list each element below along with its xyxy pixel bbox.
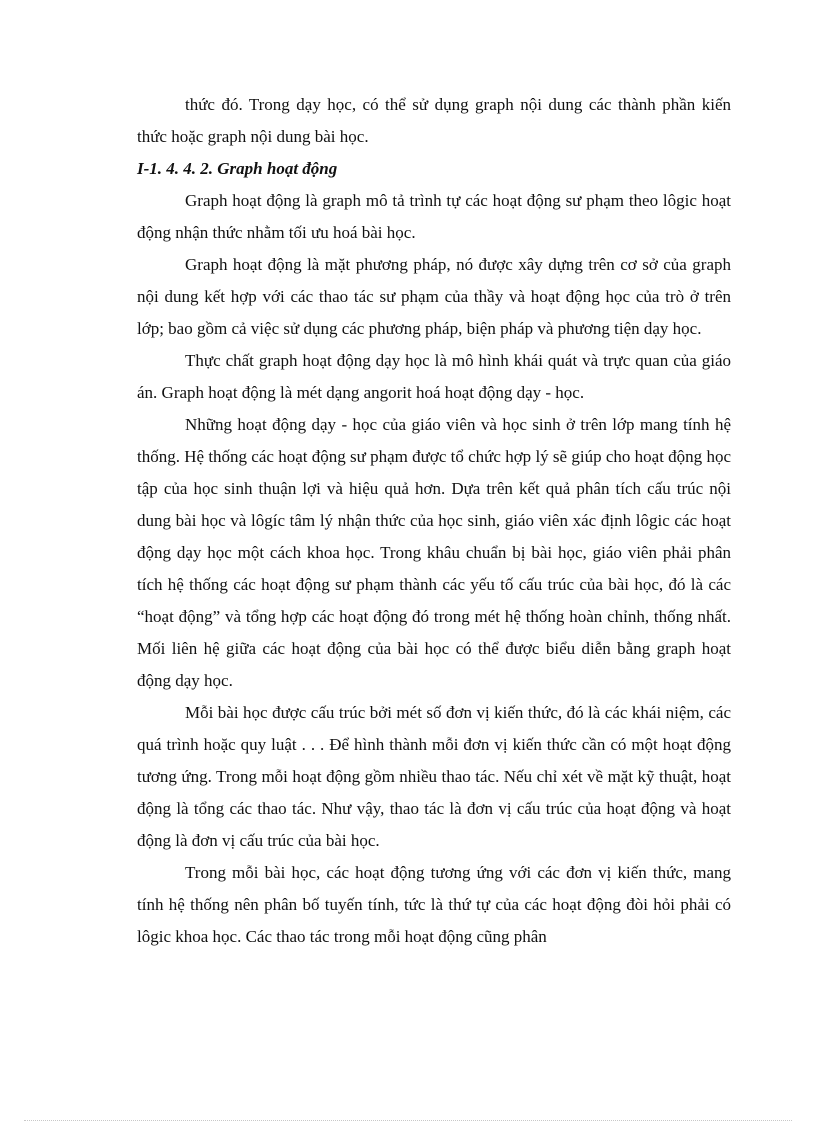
paragraph-3: Graph hoạt động là mặt phương pháp, nó được xây dựng trên cơ sở của graph nội dung kết hợp với các thao tác sư phạm của thầy và hoạt động học của trò ở trên lớp; bao gồm cả việc sử dụng các phương pháp, biện pháp và phương tiện dạy học. xyxy=(137,255,731,338)
paragraph-5: Những hoạt động dạy - học của giáo viên và học sinh ở trên lớp mang tính hệ thống. Hệ thống các hoạt động sư phạm được tổ chức hợp lý sẽ giúp cho hoạt động học tập của học sinh thuận lợi và hiệu quả hơn. Dựa trên kết quả phân tích cấu trúc nội dung bài học và lôgíc tâm lý nhận thức của học sinh, giáo viên xác định lôgic các hoạt động dạy học một cách khoa học. Trong khâu chuẩn bị bài học, giáo viên phải phân tích hệ thống các hoạt động sư phạm thành các yếu tố cấu trúc của bài học, đó là các “hoạt động” và tổng hợp các hoạt động đó trong mét hệ thống hoàn chỉnh, thống nhất. Mối liên hệ giữa các hoạt động của bài học có thể được biểu diễn bằng graph hoạt động dạy học. xyxy=(137,415,731,690)
page-bottom-rule xyxy=(24,1120,792,1121)
paragraph-6: Mỗi bài học được cấu trúc bởi mét số đơn vị kiến thức, đó là các khái niệm, các quá trình hoặc quy luật . . . Để hình thành mỗi đơn vị kiến thức cần có một hoạt động tương ứng. Trong mỗi hoạt động gồm nhiều thao tác. Nếu chỉ xét về mặt kỹ thuật, hoạt động là tổng các thao tác. Như vậy, thao tác là đơn vị cấu trúc của hoạt động và hoạt động là đơn vị cấu trúc của bài học. xyxy=(137,703,731,850)
document-body xyxy=(137,89,731,953)
paragraph-2: Graph hoạt động là graph mô tả trình tự các hoạt động sư phạm theo lôgic hoạt động nhận thức nhằm tối ưu hoá bài học. xyxy=(137,191,731,242)
section-heading: I-1. 4. 4. 2. Graph hoạt động xyxy=(137,159,338,178)
paragraph-4: Thực chất graph hoạt động dạy học là mô hình khái quát và trực quan của giáo án. Graph hoạt động là mét dạng angorit hoá hoạt động dạy - học. xyxy=(137,351,731,402)
paragraph-7: Trong mỗi bài học, các hoạt động tương ứng với các đơn vị kiến thức, mang tính hệ thống nên phân bố tuyến tính, tức là thứ tự của các hoạt động đòi hỏi phải có lôgic khoa học. Các thao tác trong mỗi hoạt động cũng phân xyxy=(137,863,731,946)
paragraph-1: thức đó. Trong dạy học, có thể sử dụng graph nội dung các thành phần kiến thức hoặc graph nội dung bài học. xyxy=(137,95,731,146)
